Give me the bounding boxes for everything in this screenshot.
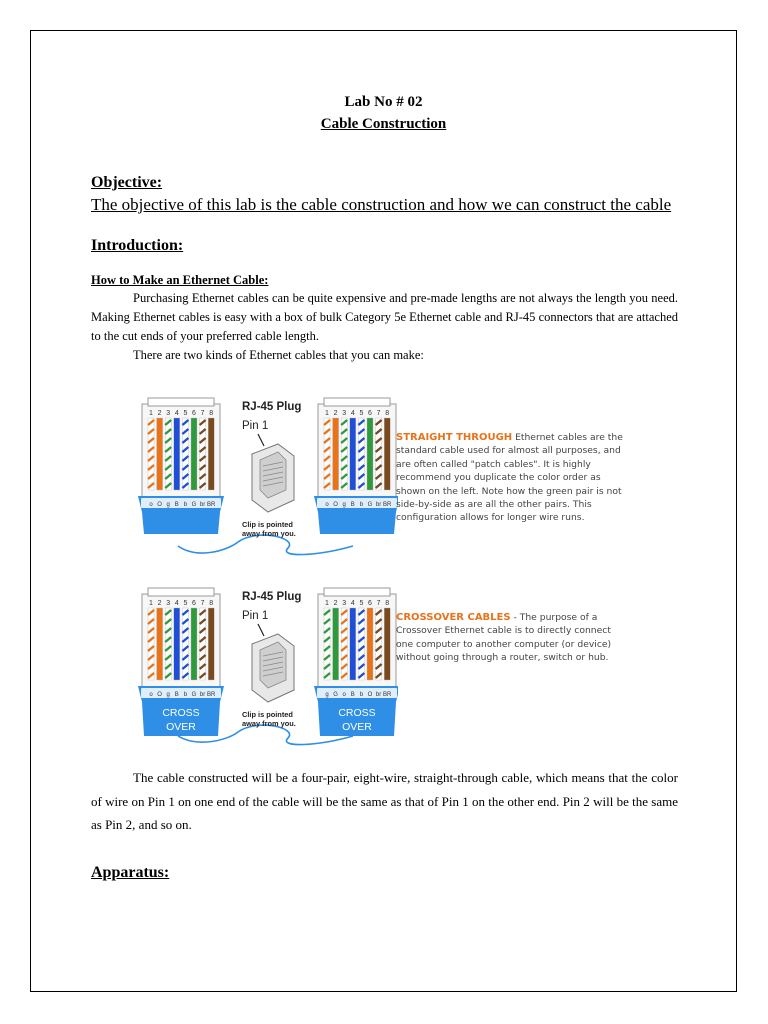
wire-code: G	[367, 502, 373, 508]
rj45-plug-label: RJ-45 Plug	[242, 401, 302, 413]
wire	[350, 418, 356, 490]
pin-number: 5	[183, 410, 188, 417]
wire-code: B	[350, 502, 355, 508]
plug-window	[260, 642, 286, 688]
straight-through-text: Ethernet cables are the standard cable used for almost all purposes, and are often called "patch cables". It is highly recommend you duplicate the color order as shown on the left. Note how the green pair is not side-by-side as are all the other pairs. This configuration allows for longer wire runs.	[396, 432, 623, 524]
pin-number: 5	[183, 600, 188, 607]
pin-number: 6	[368, 600, 372, 607]
pin-number: 3	[166, 600, 171, 607]
wire-code: br	[375, 502, 382, 508]
wire-code: B	[174, 502, 179, 508]
crossover-text: - The purpose of a Crossover Ethernet cable is to directly connect one computer to another computer (or device) without going through a router, switch or hub.	[396, 612, 612, 664]
body-paragraph-3: The cable constructed will be a four-pair, eight-wire, straight-through cable, which means that the color of wire on Pin 1 on one end of the cable will be the same as that of Pin 1 on the other end. Pin 2 will be the same as Pin 2, and so on.	[91, 770, 678, 832]
pin-number: 3	[166, 410, 171, 417]
pin-number: 8	[385, 600, 390, 607]
intro-paragraph-2: There are two kinds of Ethernet cables that you can make:	[133, 348, 424, 362]
wire-code: b	[183, 692, 188, 698]
wire	[174, 608, 180, 680]
wire-code: B	[350, 692, 355, 698]
pin-number: 2	[157, 600, 162, 607]
crossover-right-connector	[314, 588, 398, 736]
wire	[367, 418, 373, 490]
wire-code: b	[359, 692, 364, 698]
wire-code: G	[191, 502, 197, 508]
pin-number: 7	[200, 600, 205, 607]
apparatus-heading: Apparatus:	[91, 864, 170, 881]
pin-number: 8	[209, 600, 214, 607]
clip-note-line1: Clip is pointed	[242, 520, 293, 529]
wire	[384, 418, 390, 490]
straight-through-description	[396, 431, 626, 525]
wire	[350, 608, 356, 680]
wire	[333, 418, 339, 490]
pin-number: 1	[149, 600, 153, 607]
pin-number: 2	[157, 410, 162, 417]
crossover-description	[396, 611, 626, 665]
crossover-keyword: CROSSOVER CABLES	[396, 612, 511, 623]
wire-code: br	[375, 692, 382, 698]
clip-note-line2: away from you.	[242, 529, 296, 538]
wire-code: g	[325, 692, 329, 698]
wire-code: BR	[207, 692, 216, 698]
pin-number: 8	[385, 410, 390, 417]
pin-number: 3	[342, 600, 347, 607]
pin-number: 4	[174, 410, 179, 417]
wire	[191, 608, 197, 680]
wire	[367, 608, 373, 680]
wire	[384, 608, 390, 680]
crossover-boot-line1: CROSS	[338, 707, 376, 719]
pin-number: 2	[333, 600, 338, 607]
wire-code: b	[359, 502, 364, 508]
wire-code: g	[342, 502, 346, 508]
pin-number: 8	[209, 410, 214, 417]
plug-window	[260, 452, 286, 498]
crossover-boot-line1: CROSS	[162, 707, 200, 719]
crossover-boot-line2: OVER	[166, 721, 196, 733]
pin-number: 4	[174, 600, 179, 607]
wire	[191, 418, 197, 490]
page-title: Cable Construction	[320, 116, 447, 132]
wire-code: br	[199, 502, 206, 508]
introduction-heading: Introduction:	[91, 237, 184, 254]
wire-code: O	[367, 692, 373, 698]
wire-code: br	[199, 692, 206, 698]
crossover-boot-line2: OVER	[342, 721, 372, 733]
wire	[174, 418, 180, 490]
wire-code: o	[325, 502, 329, 508]
pin-number: 7	[200, 410, 205, 417]
pin-number: 2	[333, 410, 338, 417]
pin-number: 5	[359, 600, 364, 607]
wire-code: O	[333, 502, 338, 508]
straight-left-connector	[138, 398, 224, 534]
wire-code: o	[342, 692, 346, 698]
wire-code: o	[149, 692, 153, 698]
plug-top-ridge	[324, 588, 390, 596]
pin-number: 5	[359, 410, 364, 417]
plug-top-ridge	[148, 398, 214, 406]
plug-top-ridge	[324, 398, 390, 406]
wire-code: G	[191, 692, 197, 698]
pin1-label: Pin 1	[242, 420, 269, 432]
wire-code: g	[166, 692, 170, 698]
straight-through-keyword: STRAIGHT THROUGH	[396, 432, 513, 443]
clip-note-line2: away from you.	[242, 719, 296, 728]
pin1-label: Pin 1	[242, 610, 269, 622]
wire-code: o	[149, 502, 153, 508]
pin-number: 7	[376, 410, 381, 417]
objective-text: The objective of this lab is the cable construction and how we can construct the cable	[91, 195, 672, 214]
clip-note-line1: Clip is pointed	[242, 710, 293, 719]
rj45-wiring-diagram	[138, 388, 398, 758]
pin-number: 1	[325, 410, 329, 417]
intro-paragraph-1: Purchasing Ethernet cables can be quite expensive and pre-made lengths are not always the length you need. Making Ethernet cables is easy with a box of bulk Category 5e Ethernet cable and RJ-45 connectors that are attached to the cut ends of your preferred cable length.	[91, 291, 678, 343]
wire-code: O	[157, 502, 162, 508]
wire	[208, 608, 214, 680]
wire-code: BR	[383, 502, 392, 508]
pin-number: 4	[350, 600, 355, 607]
wire	[333, 608, 339, 680]
pin-number: 4	[350, 410, 355, 417]
pin-number: 7	[376, 600, 381, 607]
wire-code: g	[166, 502, 170, 508]
lab-number: Lab No # 02	[344, 94, 423, 110]
how-to-heading: How to Make an Ethernet Cable:	[91, 273, 269, 287]
objective-heading: Objective:	[91, 174, 163, 191]
wire-code: BR	[383, 692, 392, 698]
wire-code: BR	[207, 502, 216, 508]
wire	[157, 418, 163, 490]
connector-sleeve	[318, 512, 396, 534]
pin1-arrow	[258, 434, 264, 446]
crossover-left-connector	[138, 588, 224, 736]
rj45-plug-label: RJ-45 Plug	[242, 591, 302, 603]
pin-number: 6	[192, 410, 196, 417]
wire-code: b	[183, 502, 188, 508]
wire-code: G	[333, 692, 338, 698]
wire	[208, 418, 214, 490]
straight-cable-loop	[178, 535, 353, 554]
straight-right-connector	[314, 398, 398, 534]
plug-top-ridge	[148, 588, 214, 596]
rj45-plug-top	[242, 401, 301, 538]
pin-number: 1	[149, 410, 153, 417]
wire-code: B	[174, 692, 179, 698]
pin-number: 1	[325, 600, 329, 607]
pin-number: 3	[342, 410, 347, 417]
rj45-plug-bottom	[242, 591, 301, 728]
connector-sleeve	[142, 512, 220, 534]
wire-code: O	[157, 692, 162, 698]
pin1-arrow	[258, 624, 264, 636]
wire	[157, 608, 163, 680]
pin-number: 6	[368, 410, 372, 417]
pin-number: 6	[192, 600, 196, 607]
